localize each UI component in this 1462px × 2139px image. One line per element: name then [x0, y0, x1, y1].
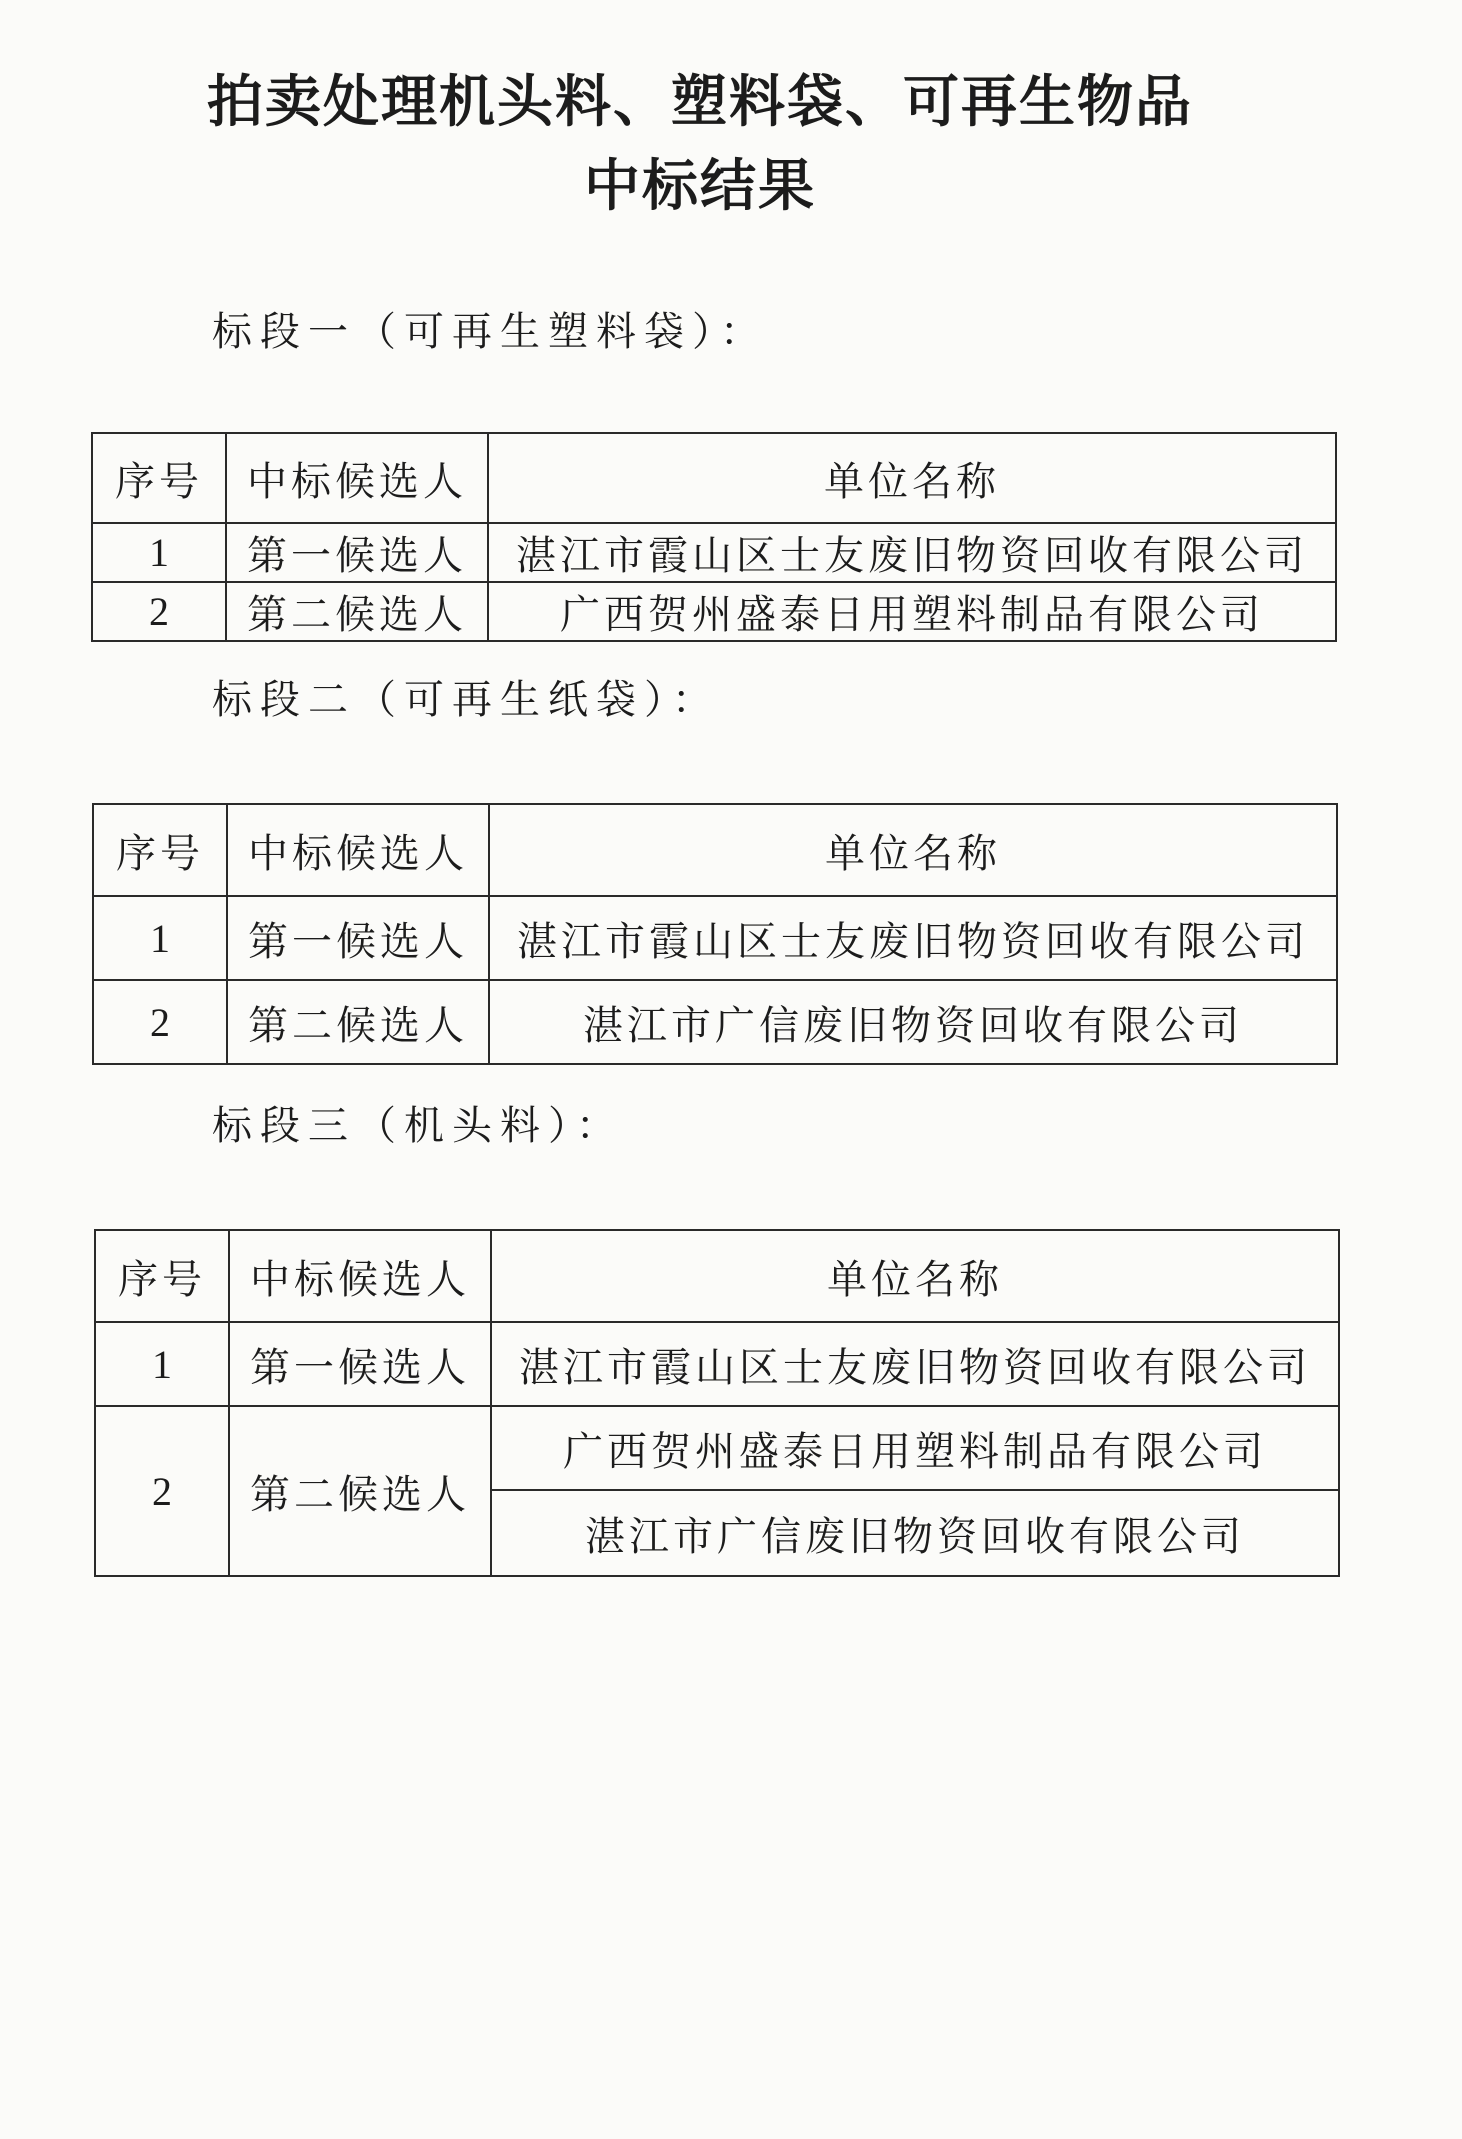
row-company: 湛江市广信废旧物资回收有限公司 — [491, 1490, 1339, 1576]
table-row — [93, 896, 1337, 980]
row-candidate: 第一候选人 — [227, 896, 489, 980]
table-row — [92, 523, 1336, 582]
header-company: 单位名称 — [489, 804, 1337, 896]
row-company: 湛江市霞山区士友废旧物资回收有限公司 — [489, 896, 1337, 980]
table-row — [93, 980, 1337, 1064]
row-no: 2 — [93, 980, 227, 1064]
row-company: 湛江市广信废旧物资回收有限公司 — [489, 980, 1337, 1064]
row-no: 1 — [93, 896, 227, 980]
header-company: 单位名称 — [491, 1230, 1339, 1322]
section-2-table — [92, 803, 1338, 1065]
table-header-row — [95, 1230, 1339, 1322]
row-company: 湛江市霞山区士友废旧物资回收有限公司 — [491, 1322, 1339, 1406]
header-candidate: 中标候选人 — [227, 804, 489, 896]
row-no: 2 — [95, 1406, 229, 1576]
table-row — [95, 1322, 1339, 1406]
header-company: 单位名称 — [488, 433, 1336, 523]
row-candidate: 第二候选人 — [227, 980, 489, 1064]
row-candidate: 第二候选人 — [229, 1406, 491, 1576]
row-candidate: 第一候选人 — [229, 1322, 491, 1406]
row-no: 2 — [92, 582, 226, 641]
section-3-label: 标段三（机头料）： — [212, 1103, 624, 1149]
row-company: 广西贺州盛泰日用塑料制品有限公司 — [488, 582, 1336, 641]
row-no: 1 — [92, 523, 226, 582]
header-no: 序号 — [95, 1230, 229, 1322]
header-candidate: 中标候选人 — [226, 433, 488, 523]
header-candidate: 中标候选人 — [229, 1230, 491, 1322]
table-row — [92, 582, 1336, 641]
table-header-row — [93, 804, 1337, 896]
header-no: 序号 — [93, 804, 227, 896]
section-2-label: 标段二（可再生纸袋）： — [212, 677, 720, 723]
document-subtitle: 中标结果 — [584, 154, 816, 219]
row-candidate: 第二候选人 — [226, 582, 488, 641]
table-header-row — [92, 433, 1336, 523]
row-no: 1 — [95, 1322, 229, 1406]
header-no: 序号 — [92, 433, 226, 523]
table-row — [95, 1406, 1339, 1490]
section-1-label: 标段一（可再生塑料袋）： — [212, 309, 768, 355]
section-3-table — [94, 1229, 1340, 1577]
document-title: 拍卖处理机头料、塑料袋、可再生物品 — [207, 70, 1193, 135]
section-1-table — [91, 432, 1337, 642]
row-company: 湛江市霞山区士友废旧物资回收有限公司 — [488, 523, 1336, 582]
row-candidate: 第一候选人 — [226, 523, 488, 582]
row-company: 广西贺州盛泰日用塑料制品有限公司 — [491, 1406, 1339, 1490]
